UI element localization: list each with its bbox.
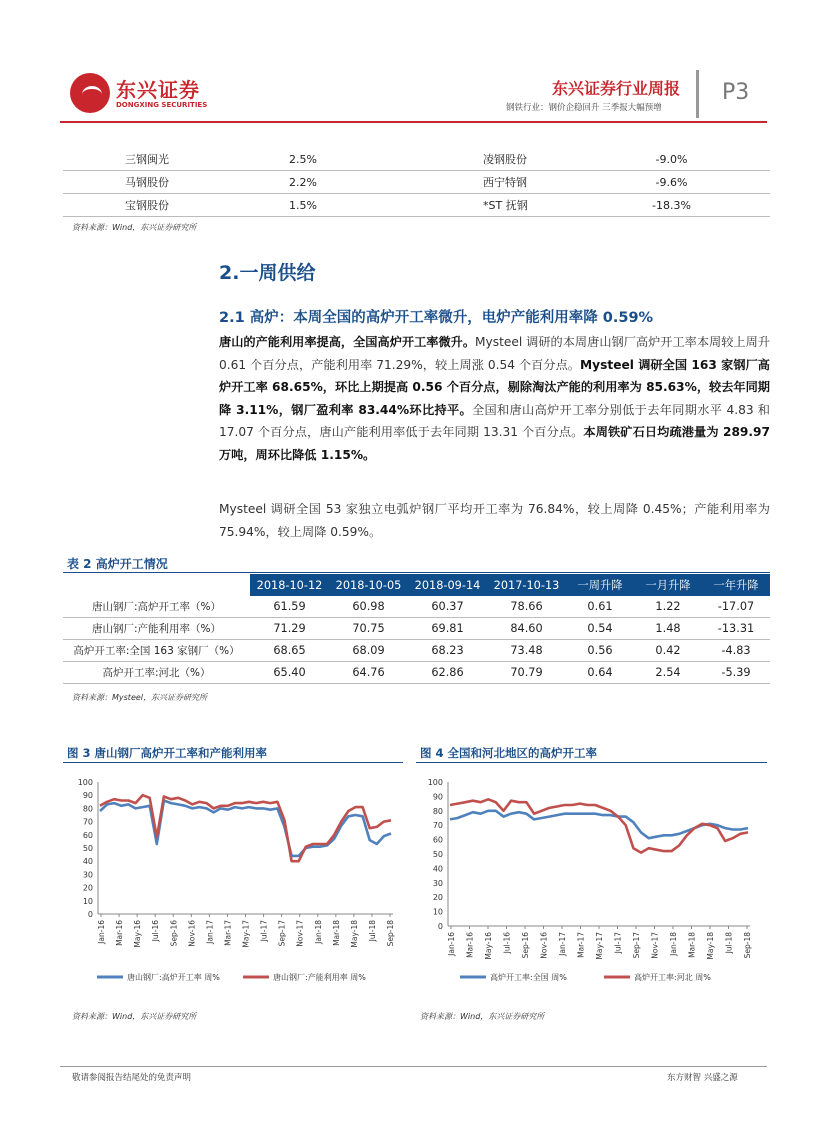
fig3-source: 资料来源：Wind，东兴证券研究所 [72, 1012, 197, 1021]
page-number: P3 [722, 80, 750, 105]
series-line-2 [100, 795, 391, 861]
x-tick-label: Mar-18 [687, 932, 697, 958]
y-tick-label: 20 [432, 893, 443, 903]
caption-rule [63, 762, 403, 763]
x-tick-label: Mar-18 [331, 920, 341, 946]
table-header: 一年升降 [702, 574, 770, 596]
table-cell: 62.86 [408, 662, 487, 684]
stock-change-table [63, 148, 770, 217]
series-line-1 [100, 801, 391, 856]
table-row [63, 640, 770, 662]
y-tick-label: 40 [82, 857, 93, 867]
table-header: 2018-10-05 [329, 574, 408, 596]
table-row [63, 662, 770, 684]
y-tick-label: 40 [432, 864, 443, 874]
fig3-chart [63, 766, 405, 996]
table-cell: 68.65 [250, 640, 329, 662]
x-tick-label: Sep-18 [743, 932, 752, 959]
table-row [63, 596, 770, 618]
table-header: 一周升降 [566, 574, 634, 596]
table-cell: 78.66 [487, 596, 566, 618]
x-tick-label: Jan-18 [669, 932, 678, 956]
y-tick-label: 60 [432, 835, 443, 845]
table-header: 2017-10-13 [487, 574, 566, 596]
bold-text: Mysteel 调研全国 163 家钢厂高炉开工率 68.65%，环比上期提高 0.56 个百分点，剔除淘汰产能的利用率为 85.63%，较去年同期降 3.11%，钢厂盈利率 83.44%环比持平。 [219, 357, 770, 417]
table-cell: 69.81 [408, 618, 487, 640]
table-cell: 65.40 [250, 662, 329, 684]
table-row [63, 148, 770, 171]
header-divider [696, 70, 699, 118]
y-tick-label: 80 [82, 804, 93, 814]
header-rule [60, 121, 767, 123]
table-cell: 西宁特钢 [388, 171, 573, 194]
table-cell: 高炉开工率:河北（%） [63, 662, 250, 684]
x-tick-label: Sep-16 [169, 920, 179, 947]
report-title: 东兴证券行业周报 [552, 79, 681, 98]
x-tick-label: May-16 [484, 932, 493, 960]
table-cell: *ST 抚钢 [388, 194, 573, 217]
table-cell: -17.07 [702, 596, 770, 618]
y-tick-label: 50 [82, 844, 93, 853]
legend-label: 唐山钢厂:产能利用率 周% [273, 973, 366, 982]
table-cell: 68.09 [329, 640, 408, 662]
x-tick-label: Jan-17 [205, 920, 215, 944]
table-cell: 2.2% [218, 171, 388, 194]
x-tick-label: Mar-17 [576, 932, 586, 958]
blast-furnace-table [63, 574, 770, 684]
table-cell: 73.48 [487, 640, 566, 662]
table-cell: 马钢股份 [63, 171, 218, 194]
table-cell: 0.61 [566, 596, 634, 618]
y-tick-label: 30 [82, 870, 93, 880]
x-tick-label: Mar-16 [465, 932, 475, 958]
table-cell: 60.98 [329, 596, 408, 618]
table-header [63, 574, 250, 596]
table-cell: 唐山钢厂:高炉开工率（%） [63, 596, 250, 618]
section-title: 2.一周供给 [219, 262, 316, 284]
y-tick-label: 30 [432, 878, 443, 888]
logo-english: DONGXING SECURITIES [116, 101, 208, 109]
x-tick-label: Jul-17 [259, 920, 269, 942]
table2-source: 资料来源：Mysteel，东兴证券研究所 [72, 693, 208, 702]
table-cell: -5.39 [702, 662, 770, 684]
x-tick-label: May-18 [349, 920, 359, 948]
table-cell: 71.29 [250, 618, 329, 640]
y-tick-label: 90 [82, 791, 93, 801]
table-cell: 1.5% [218, 194, 388, 217]
legend-label: 高炉开工率:河北 周% [634, 973, 711, 982]
x-tick-label: Nov-17 [650, 932, 660, 959]
logo-text: 东兴证券 [116, 78, 200, 102]
table-cell: 60.37 [408, 596, 487, 618]
paragraph-1 [219, 331, 770, 466]
table-cell: 64.76 [329, 662, 408, 684]
y-tick-label: 70 [432, 821, 443, 831]
footer-disclaimer: 敬请参阅报告结尾处的免责声明 [72, 1073, 192, 1083]
y-tick-label: 0 [87, 910, 93, 919]
table-cell: 唐山钢厂:产能利用率（%） [63, 618, 250, 640]
y-tick-label: 10 [432, 907, 443, 917]
table-cell: -4.83 [702, 640, 770, 662]
x-tick-label: Jul-16 [151, 920, 161, 942]
fig3-caption: 图 3 唐山钢厂高炉开工率和产能利用率 [67, 746, 268, 760]
bold-text: 本周铁矿石日均疏港量为 289.97 万吨，周环比降低 1.15%。 [219, 425, 771, 462]
table-cell: -13.31 [702, 618, 770, 640]
table-cell: 高炉开工率:全国 163 家钢厂（%） [63, 640, 250, 662]
x-tick-label: Jul-16 [502, 932, 512, 954]
x-tick-label: Jul-18 [724, 932, 734, 954]
table-cell: 宝钢股份 [63, 194, 218, 217]
x-tick-label: Jul-17 [613, 932, 623, 954]
table-cell: 70.75 [329, 618, 408, 640]
x-tick-label: May-17 [241, 920, 251, 948]
table-header-row [63, 574, 770, 596]
table-cell: 0.64 [566, 662, 634, 684]
body-text: Mysteel 调研的本周唐山钢厂高炉开工率本周较上周升 0.61 个百分点，产能利用率 71.29%，较上周涨 0.54 个百分点。 [219, 335, 771, 372]
table-cell: 0.54 [566, 618, 634, 640]
x-tick-label: Jan-18 [313, 920, 323, 944]
report-subtitle: 钢铁行业：钢价企稳回升 三季报大幅预增 [506, 103, 662, 113]
x-tick-label: Jul-18 [367, 920, 377, 942]
table-header: 一月升降 [634, 574, 702, 596]
y-tick-label: 20 [82, 883, 93, 893]
y-tick-label: 60 [82, 830, 93, 840]
y-tick-label: 100 [427, 778, 443, 787]
x-tick-label: Jan-16 [97, 920, 106, 944]
x-tick-label: Mar-17 [223, 920, 233, 946]
table-row [63, 194, 770, 217]
y-tick-label: 90 [432, 792, 443, 802]
x-tick-label: Sep-17 [277, 920, 287, 947]
footer-slogan: 东方财智 兴盛之源 [667, 1073, 738, 1083]
x-tick-label: Nov-16 [539, 932, 549, 959]
table-cell: 2.5% [218, 148, 388, 171]
caption-rule [416, 762, 767, 763]
logo-arc-icon [82, 86, 102, 103]
table-row [63, 171, 770, 194]
subsection-title: 2.1 高炉：本周全国的高炉开工率微升，电炉产能利用率降 0.59% [219, 310, 654, 326]
table-cell: 0.42 [634, 640, 702, 662]
x-tick-label: Mar-16 [115, 920, 125, 946]
x-tick-label: Sep-16 [521, 932, 530, 959]
table-cell: 凌钢股份 [388, 148, 573, 171]
table-cell: 2.54 [634, 662, 702, 684]
y-tick-label: 80 [432, 806, 443, 816]
table-cell: 70.79 [487, 662, 566, 684]
x-tick-label: Jan-17 [558, 932, 567, 956]
y-tick-label: 100 [77, 778, 93, 787]
body-text: 全国和唐山高炉开工率分别低于去年同期水平 4.83 和 17.07 个百分点，唐山产能利用率低于去年同期 13.31 个百分点。 [219, 402, 770, 439]
table-cell: 1.22 [634, 596, 702, 618]
fig4-caption: 图 4 全国和河北地区的高炉开工率 [420, 746, 598, 760]
table-cell: -18.3% [573, 194, 770, 217]
y-tick-label: 0 [437, 922, 443, 931]
x-tick-label: May-16 [133, 920, 143, 948]
table-cell: -9.0% [573, 148, 770, 171]
table-cell: 61.59 [250, 596, 329, 618]
x-tick-label: May-17 [595, 932, 604, 960]
caption-rule [63, 572, 770, 573]
paragraph-2: Mysteel 调研全国 53 家独立电弧炉钢厂平均开工率为 76.84%，较上周降 0.45%；产能利用率为 75.94%，较上周降 0.59%。 [219, 502, 770, 539]
y-tick-label: 10 [82, 896, 93, 906]
x-tick-label: Nov-17 [295, 920, 305, 947]
table-row [63, 618, 770, 640]
table-header: 2018-10-12 [250, 574, 329, 596]
table2-caption: 表 2 高炉开工情况 [67, 557, 168, 571]
bold-text: 唐山的产能利用率提高，全国高炉开工率微升。 [219, 335, 476, 349]
x-tick-label: Nov-16 [187, 920, 197, 947]
legend-label: 高炉开工率:全国 周% [490, 973, 567, 982]
x-tick-label: Jan-16 [447, 932, 456, 956]
legend-label: 唐山钢厂:高炉开工率 周% [127, 973, 220, 982]
table-cell: 1.48 [634, 618, 702, 640]
footer-rule [60, 1066, 767, 1067]
table-cell: 0.56 [566, 640, 634, 662]
y-tick-label: 50 [432, 850, 443, 859]
x-tick-label: May-18 [706, 932, 715, 960]
fig4-chart [416, 766, 767, 996]
table-cell: 68.23 [408, 640, 487, 662]
table-header: 2018-09-14 [408, 574, 487, 596]
table1-source: 资料来源：Wind，东兴证券研究所 [72, 223, 197, 232]
x-tick-label: Sep-17 [632, 932, 641, 959]
table-cell: 三钢闽光 [63, 148, 218, 171]
table-cell: 84.60 [487, 618, 566, 640]
x-tick-label: Sep-18 [386, 920, 395, 947]
fig4-source: 资料来源：Wind，东兴证券研究所 [420, 1012, 545, 1021]
table-cell: -9.6% [573, 171, 770, 194]
y-tick-label: 70 [82, 817, 93, 827]
